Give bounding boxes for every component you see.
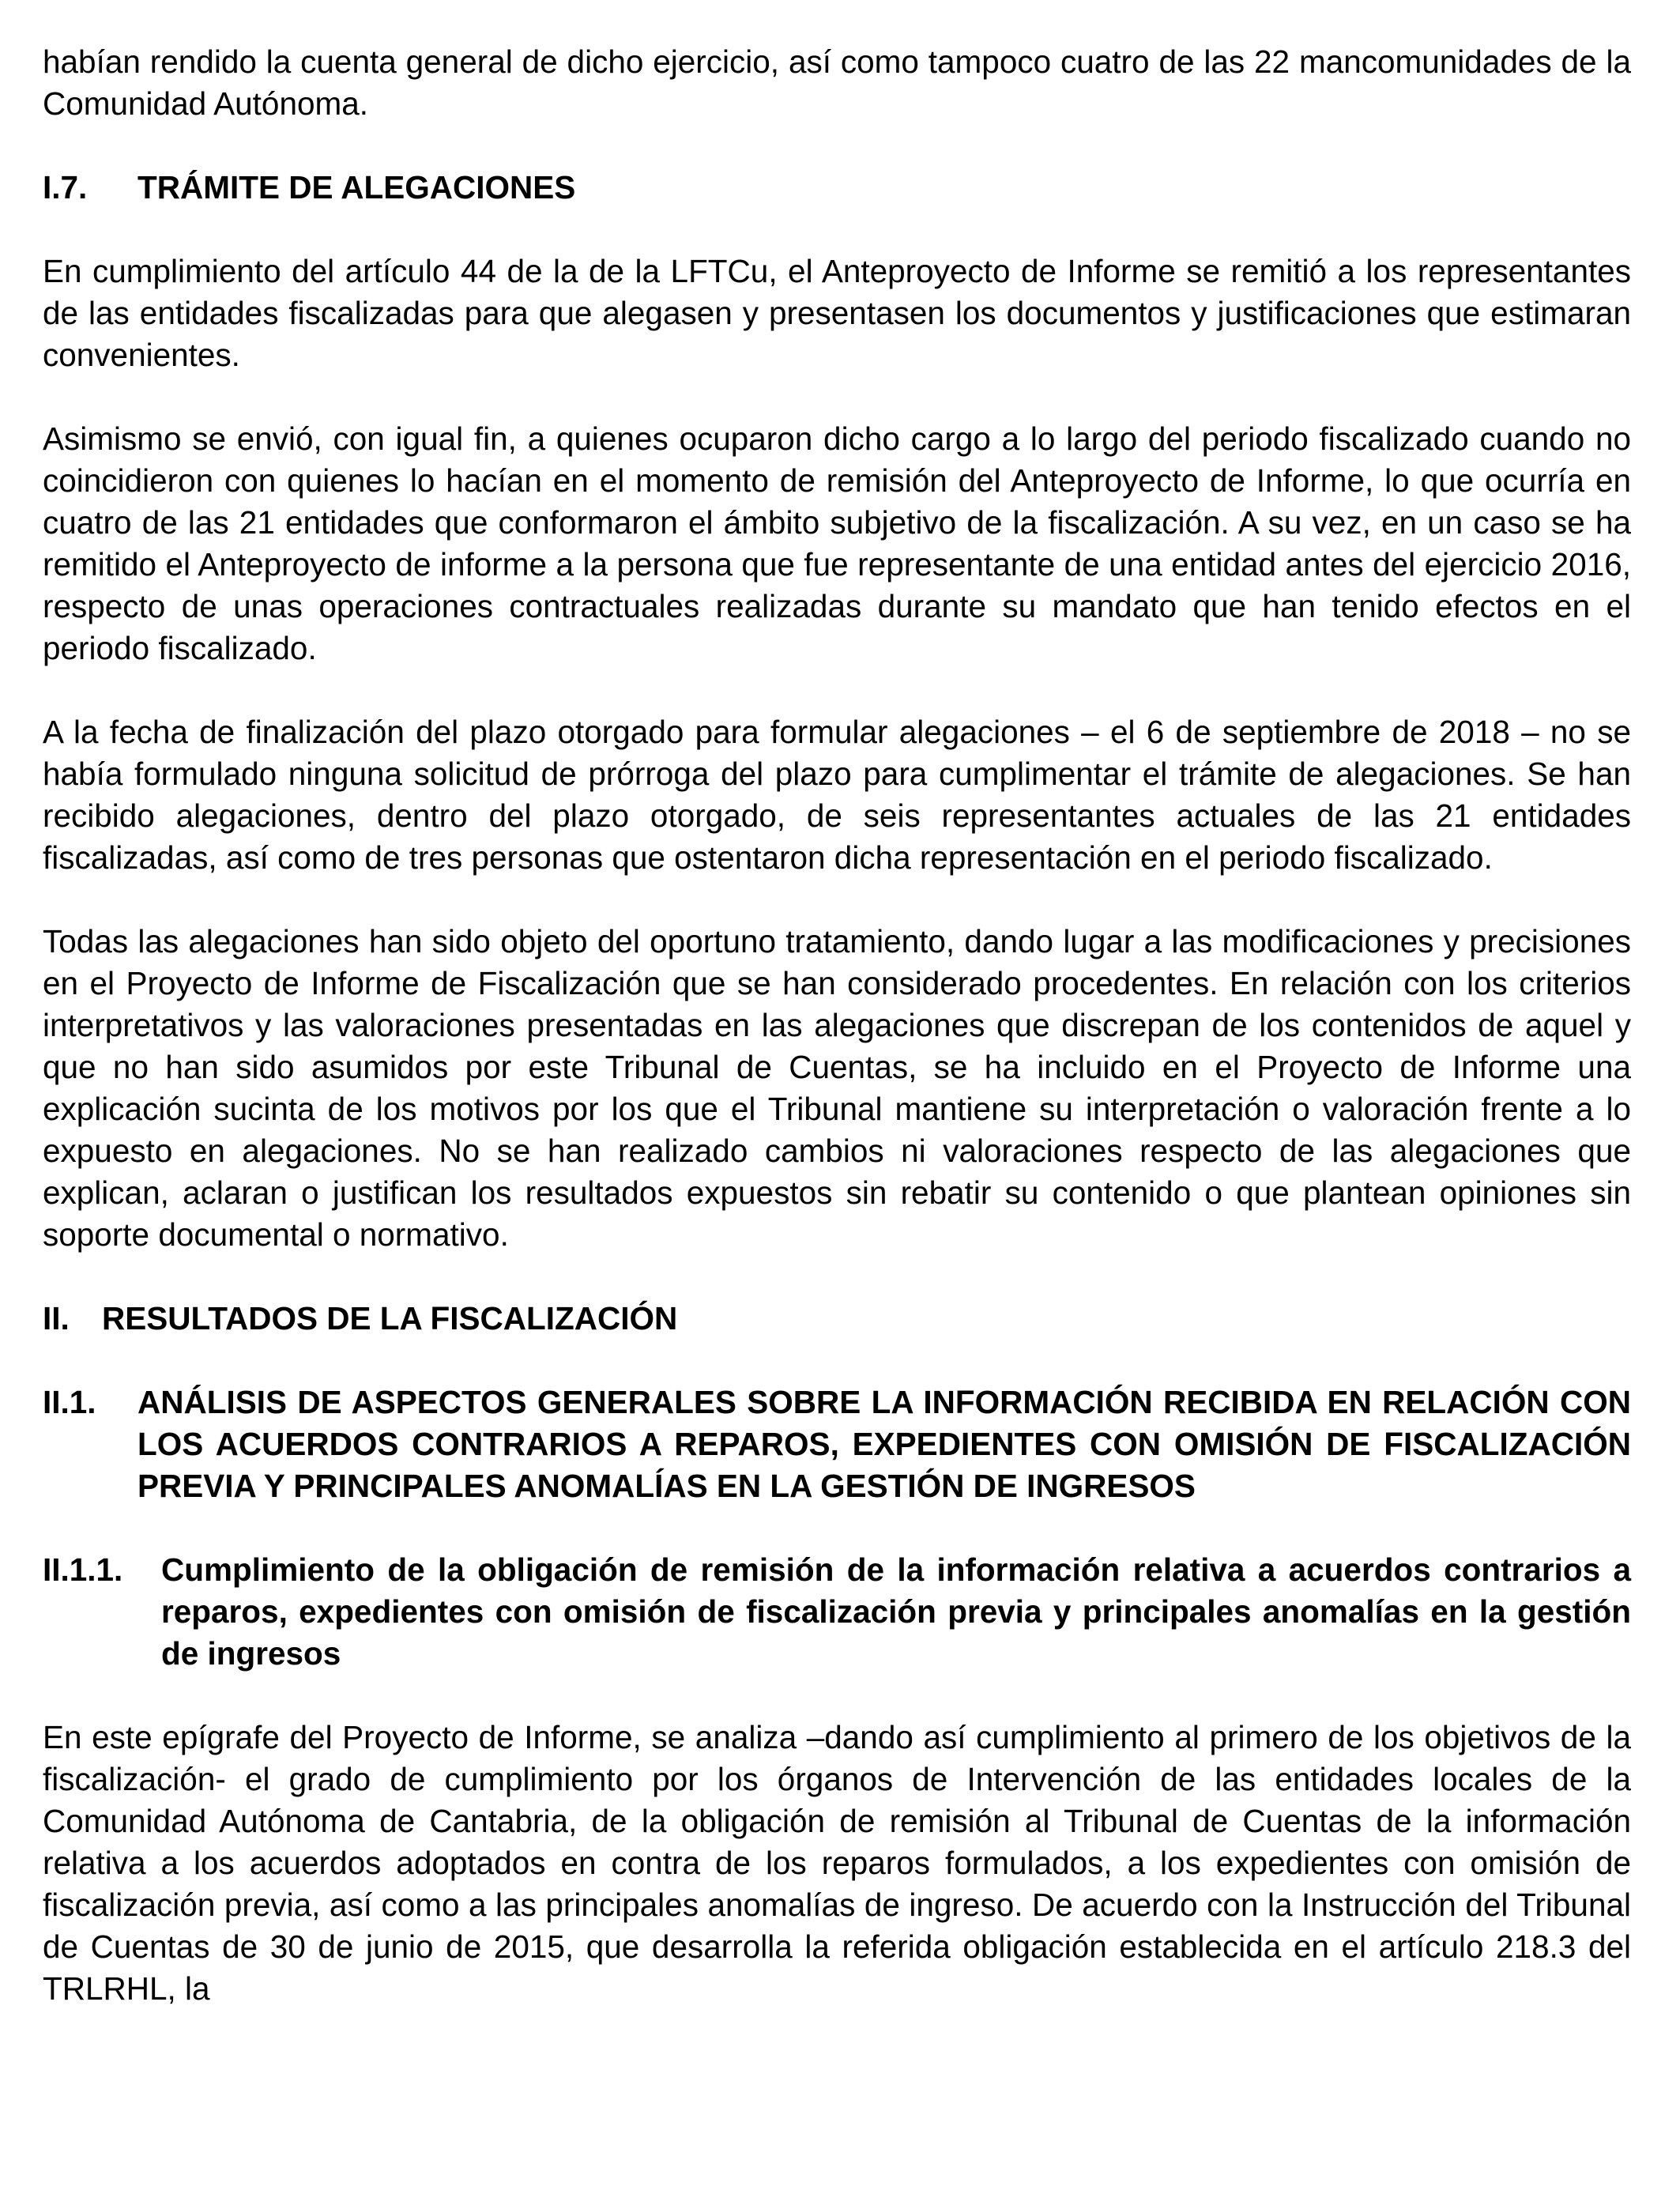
section-title: Cumplimiento de la obligación de remisión de la información relativa a acuerdos contrarios a reparos, expedientes con omisión de fiscalización previa y principales anomalías en la gestión de ingresos	[161, 1551, 1631, 1672]
paragraph-tratamiento-alegaciones: Todas las alegaciones han sido objeto del oportuno tratamiento, dando lugar a las modificaciones y precisiones en el Proyecto de Informe de Fiscalización que se han considerado procedentes. En relación con los criterios interpretativos y las valoraciones presentadas en las alegaciones que discrepan de los contenidos de aquel y que no han sido asumidos por este Tribunal de Cuentas, se ha incluido en el Proyecto de Informe una explicación sucinta de los motivos por los que el Tribunal mantiene su interpretación o valoración frente a lo expuesto en alegaciones. No se han realizado cambios ni valoraciones respecto de las alegaciones que explican, aclaran o justifican los resultados expuestos sin rebatir su contenido o que plantean opiniones sin soporte documental o normativo.	[43, 923, 1631, 1253]
section-title: TRÁMITE DE ALEGACIONES	[137, 169, 576, 205]
section-heading-ii1	[43, 1382, 1631, 1507]
document-page	[43, 41, 1631, 2052]
paragraph-continuation: habían rendido la cuenta general de dicho ejercicio, así como tampoco cuatro de las 22 mancomunidades de la Comunidad Autónoma.	[43, 43, 1631, 122]
section-number: II.	[43, 1300, 70, 1336]
paragraph-article-44: En cumplimiento del artículo 44 de la de la LFTCu, el Anteproyecto de Informe se remitió a los representantes de las entidades fiscalizadas para que alegasen y presentasen los documentos y justificaciones que estimaran convenientes.	[43, 253, 1631, 373]
section-heading-ii	[43, 1298, 1631, 1340]
section-heading-i7	[43, 167, 1631, 209]
section-number: II.1.1.	[43, 1551, 123, 1588]
section-number: I.7.	[43, 169, 88, 205]
section-title: RESULTADOS DE LA FISCALIZACIÓN	[102, 1300, 678, 1336]
paragraph-plazo-alegaciones: A la fecha de finalización del plazo otorgado para formular alegaciones – el 6 de septiembre de 2018 – no se había formulado ninguna solicitud de prórroga del plazo para cumplimentar el trámite de alegaciones. Se han recibido alegaciones, dentro del plazo otorgado, de seis representantes actuales de las 21 entidades fiscalizadas, así como de tres personas que ostentaron dicha representación en el periodo fiscalizado.	[43, 714, 1631, 876]
paragraph-asimismo: Asimismo se envió, con igual fin, a quienes ocuparon dicho cargo a lo largo del periodo fiscalizado cuando no coincidieron con quienes lo hacían en el momento de remisión del Anteproyecto de Informe, lo que ocurría en cuatro de las 21 entidades que conformaron el ámbito subjetivo de la fiscalización. A su vez, en un caso se ha remitido el Anteproyecto de informe a la persona que fue representante de una entidad antes del ejercicio 2016, respecto de unas operaciones contractuales realizadas durante su mandato que han tenido efectos en el periodo fiscalizado.	[43, 420, 1631, 666]
section-number: II.1.	[43, 1384, 96, 1420]
section-title: ANÁLISIS DE ASPECTOS GENERALES SOBRE LA INFORMACIÓN RECIBIDA EN RELACIÓN CON LOS ACUERDOS CONTRARIOS A REPAROS, EXPEDIENTES CON OMISIÓN DE FISCALIZACIÓN PREVIA Y PRINCIPALES ANOMALÍAS EN LA GESTIÓN DE INGRESOS	[137, 1384, 1631, 1504]
paragraph-epigrafe: En este epígrafe del Proyecto de Informe, se analiza –dando así cumplimiento al primero de los objetivos de la fiscalización- el grado de cumplimiento por los órganos de Intervención de las entidades locales de la Comunidad Autónoma de Cantabria, de la obligación de remisión al Tribunal de Cuentas de la información relativa a los acuerdos adoptados en contra de los reparos formulados, a los expedientes con omisión de fiscalización previa, así como a las principales anomalías de ingreso. De acuerdo con la Instrucción del Tribunal de Cuentas de 30 de junio de 2015, que desarrolla la referida obligación establecida en el artículo 218.3 del TRLRHL, la	[43, 1719, 1631, 2007]
section-heading-ii11	[43, 1549, 1631, 1675]
